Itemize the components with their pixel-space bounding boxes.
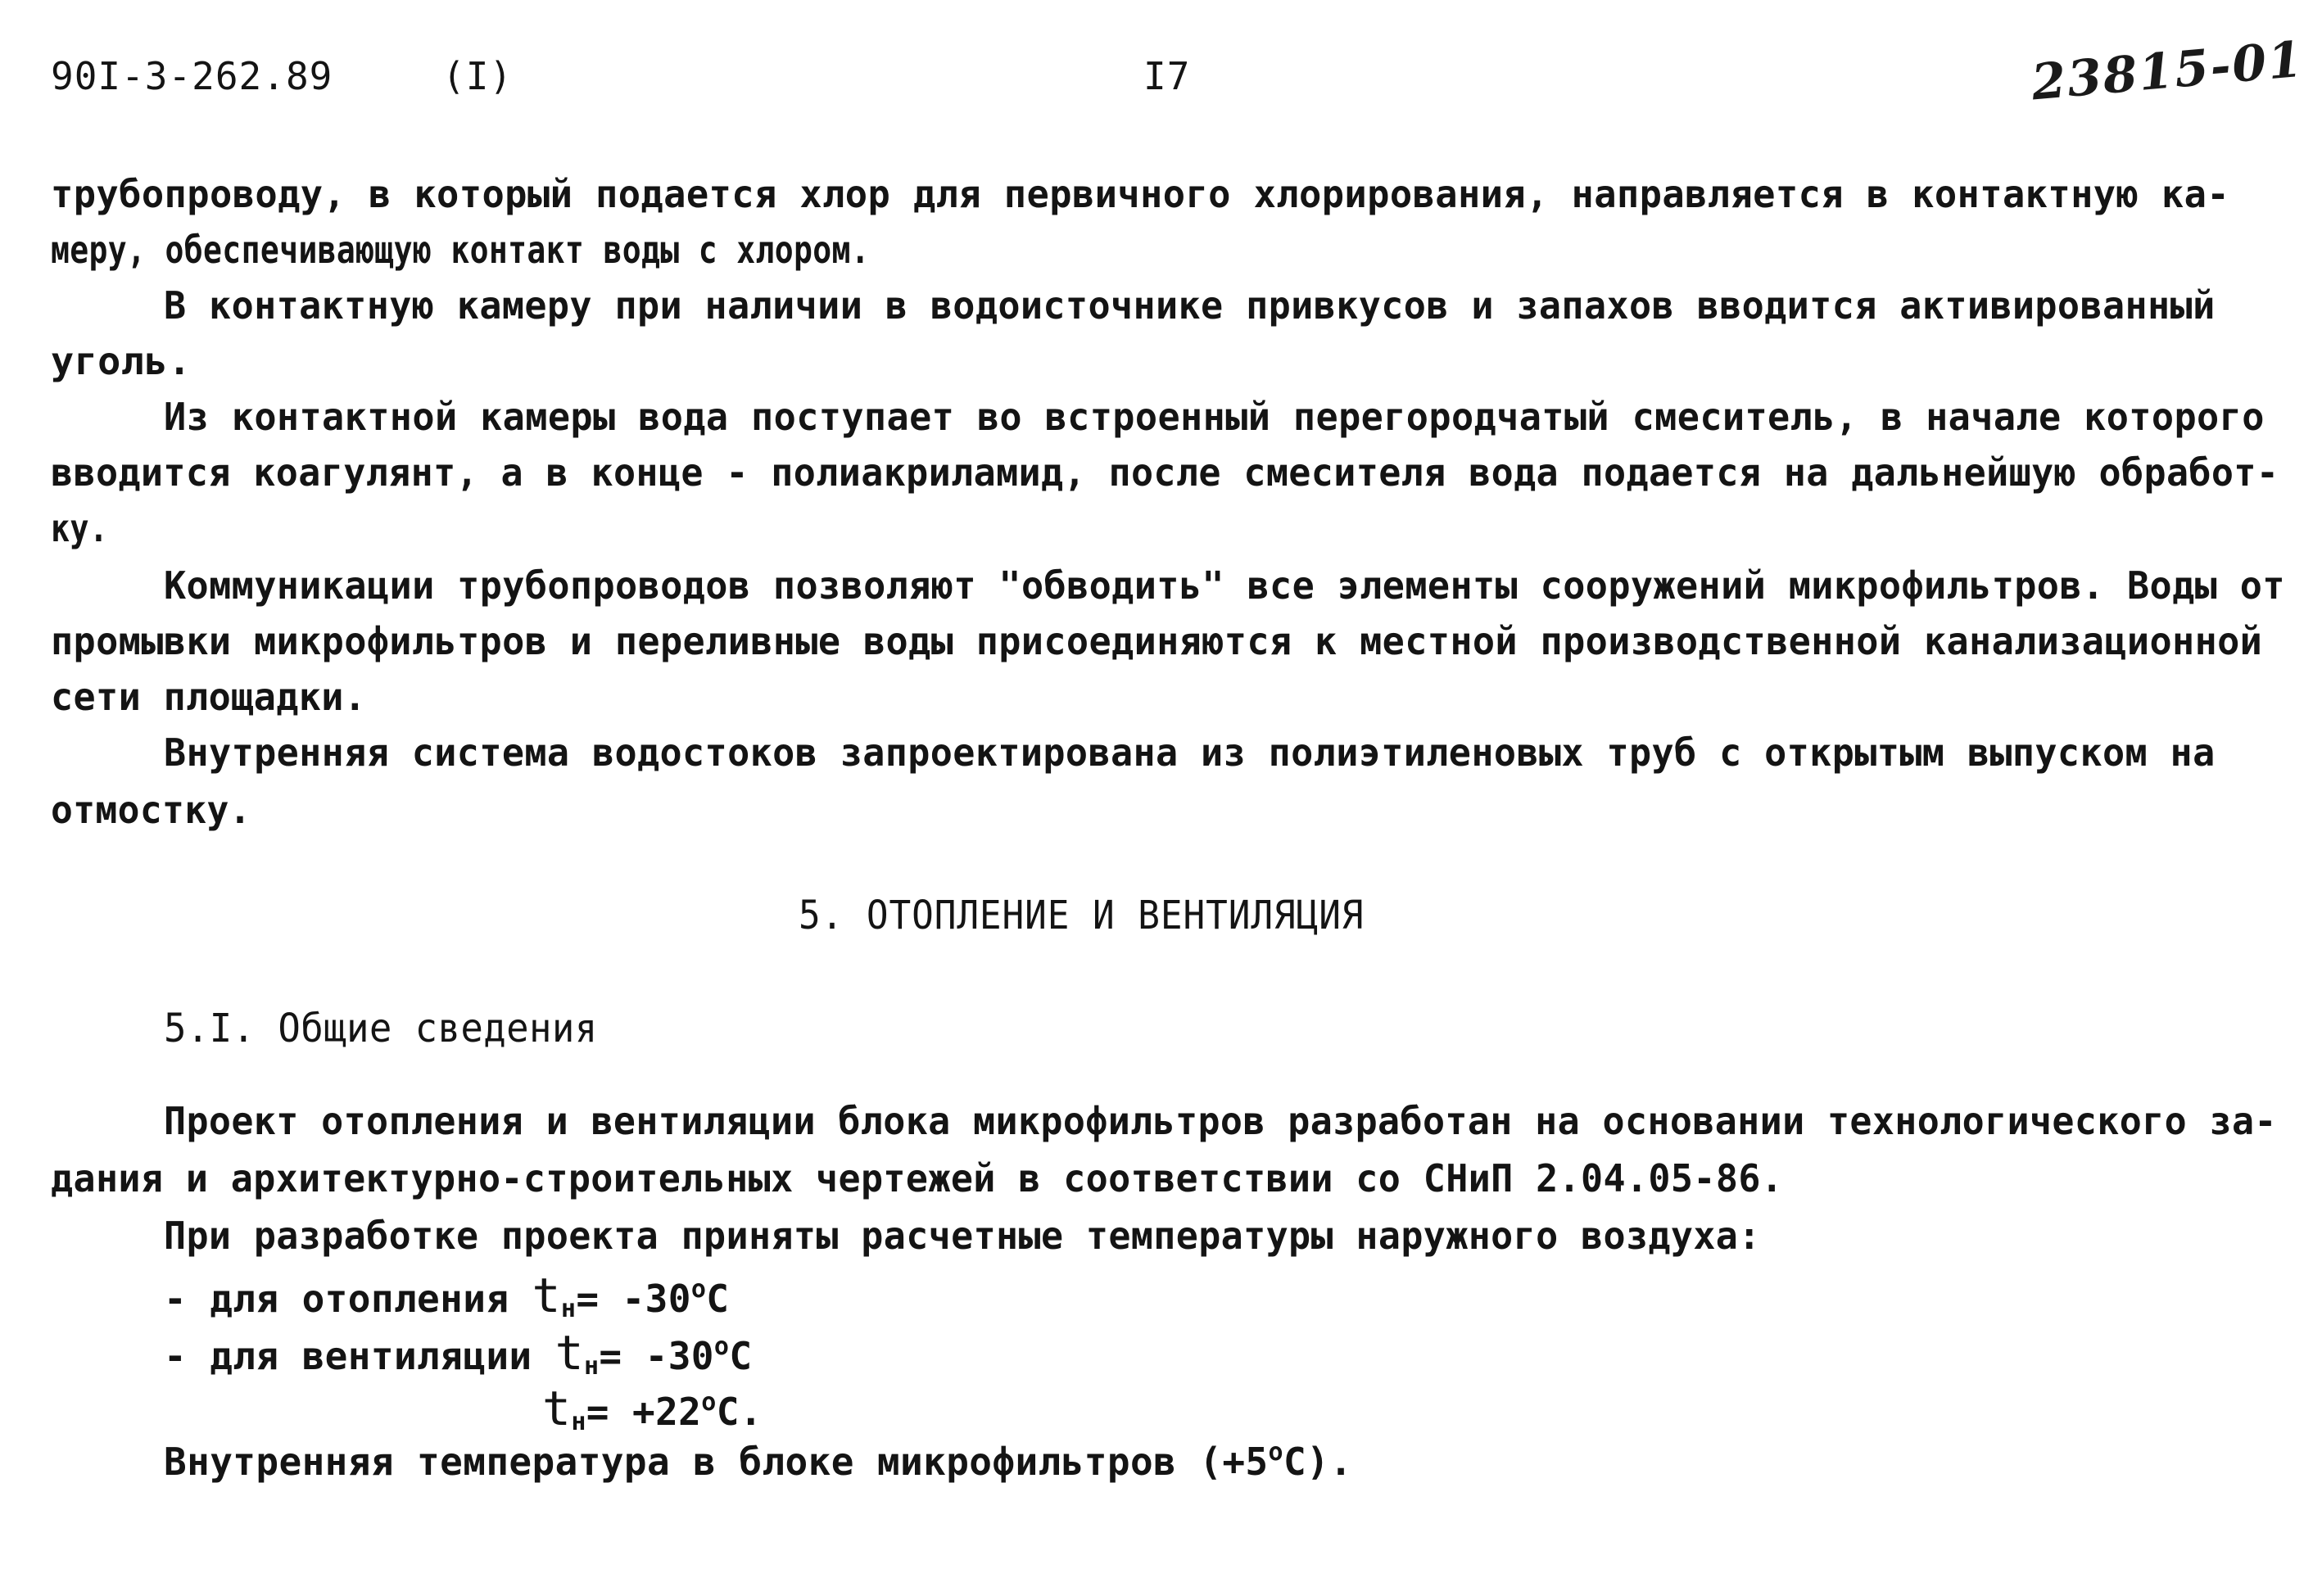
- temp-subscript: н: [583, 1352, 600, 1381]
- inner-temp-line: [164, 1438, 1352, 1484]
- inner-temp-close: С).: [1283, 1440, 1353, 1484]
- text-line: Коммуникации трубопроводов позволяют "обводить" все элементы сооружений микрофильтров. Воды от: [164, 563, 2285, 608]
- text-line: промывки микрофильтров и переливные воды присоединяются к местной производственной канализационной: [51, 619, 2263, 663]
- subsection-title: 5.I. Общие сведения: [164, 1006, 598, 1051]
- degree-mark: о: [1268, 1438, 1283, 1467]
- text-line: трубопроводу, в который подается хлор для первичного хлорирования, направляется в контактную ка-: [51, 172, 2230, 216]
- temp-symbol: t: [554, 1325, 584, 1381]
- temp-subscript: н: [571, 1408, 586, 1436]
- vent-summer-temp-line: [542, 1381, 763, 1436]
- degree-mark: о: [690, 1275, 707, 1304]
- unit: С.: [716, 1390, 763, 1434]
- text-line: При разработке проекта приняты расчетные температуры наружного воздуха:: [164, 1214, 1761, 1258]
- handwritten-inventory-number: 23815-01: [2029, 30, 2306, 112]
- temp-subscript: н: [560, 1295, 577, 1323]
- text-line: меру, обеспечивающую контакт воды с хлором.: [51, 228, 871, 272]
- text-line: Внутренняя система водостоков запроектирована из полиэтиленовых труб с открытым выпуском на: [164, 730, 2216, 775]
- heating-value: = -30: [576, 1277, 691, 1321]
- vent-temp-line: [164, 1325, 752, 1381]
- doc-code: 90I-3-262.89: [51, 54, 333, 98]
- text-line: отмостку.: [51, 788, 251, 832]
- vent-label: - для вентиляции: [164, 1334, 532, 1378]
- text-line: В контактную камеру при наличии в водоисточнике привкусов и запахов вводится активированный: [164, 283, 2216, 328]
- vent-summer-value: = +22: [586, 1390, 702, 1434]
- page-number: I7: [1143, 54, 1191, 98]
- unit: С: [729, 1334, 753, 1378]
- text-line: вводится коагулянт, а в конце - полиакриламид, после смесителя вода подается на дальнейшую обработ-: [51, 450, 2279, 495]
- section-title: 5. ОТОПЛЕНИЕ И ВЕНТИЛЯЦИЯ: [799, 893, 1365, 938]
- degree-mark: о: [713, 1332, 730, 1361]
- unit: С: [706, 1277, 730, 1321]
- text-line: Проект отопления и вентиляции блока микрофильтров разработан на основании технологического за-: [164, 1099, 2277, 1143]
- text-line: ку.: [51, 506, 109, 550]
- heating-temp-line: [164, 1268, 729, 1323]
- degree-mark: о: [701, 1388, 717, 1417]
- doc-part: (I): [442, 54, 514, 98]
- temp-symbol: t: [542, 1381, 572, 1436]
- inner-temp-text: Внутренняя температура в блоке микрофильтров (+5: [164, 1440, 1269, 1484]
- text-line: дания и архитектурно-строительных чертежей в соответствии со СНиП 2.04.05-86.: [51, 1156, 1784, 1200]
- text-line: сети площадки.: [51, 675, 367, 719]
- text-line: Из контактной камеры вода поступает во встроенный перегородчатый смеситель, в начале которого: [164, 395, 2265, 439]
- heating-label: - для отопления: [164, 1277, 509, 1321]
- vent-value: = -30: [599, 1334, 714, 1378]
- text-line: уголь.: [51, 339, 192, 383]
- temp-symbol: t: [532, 1268, 561, 1323]
